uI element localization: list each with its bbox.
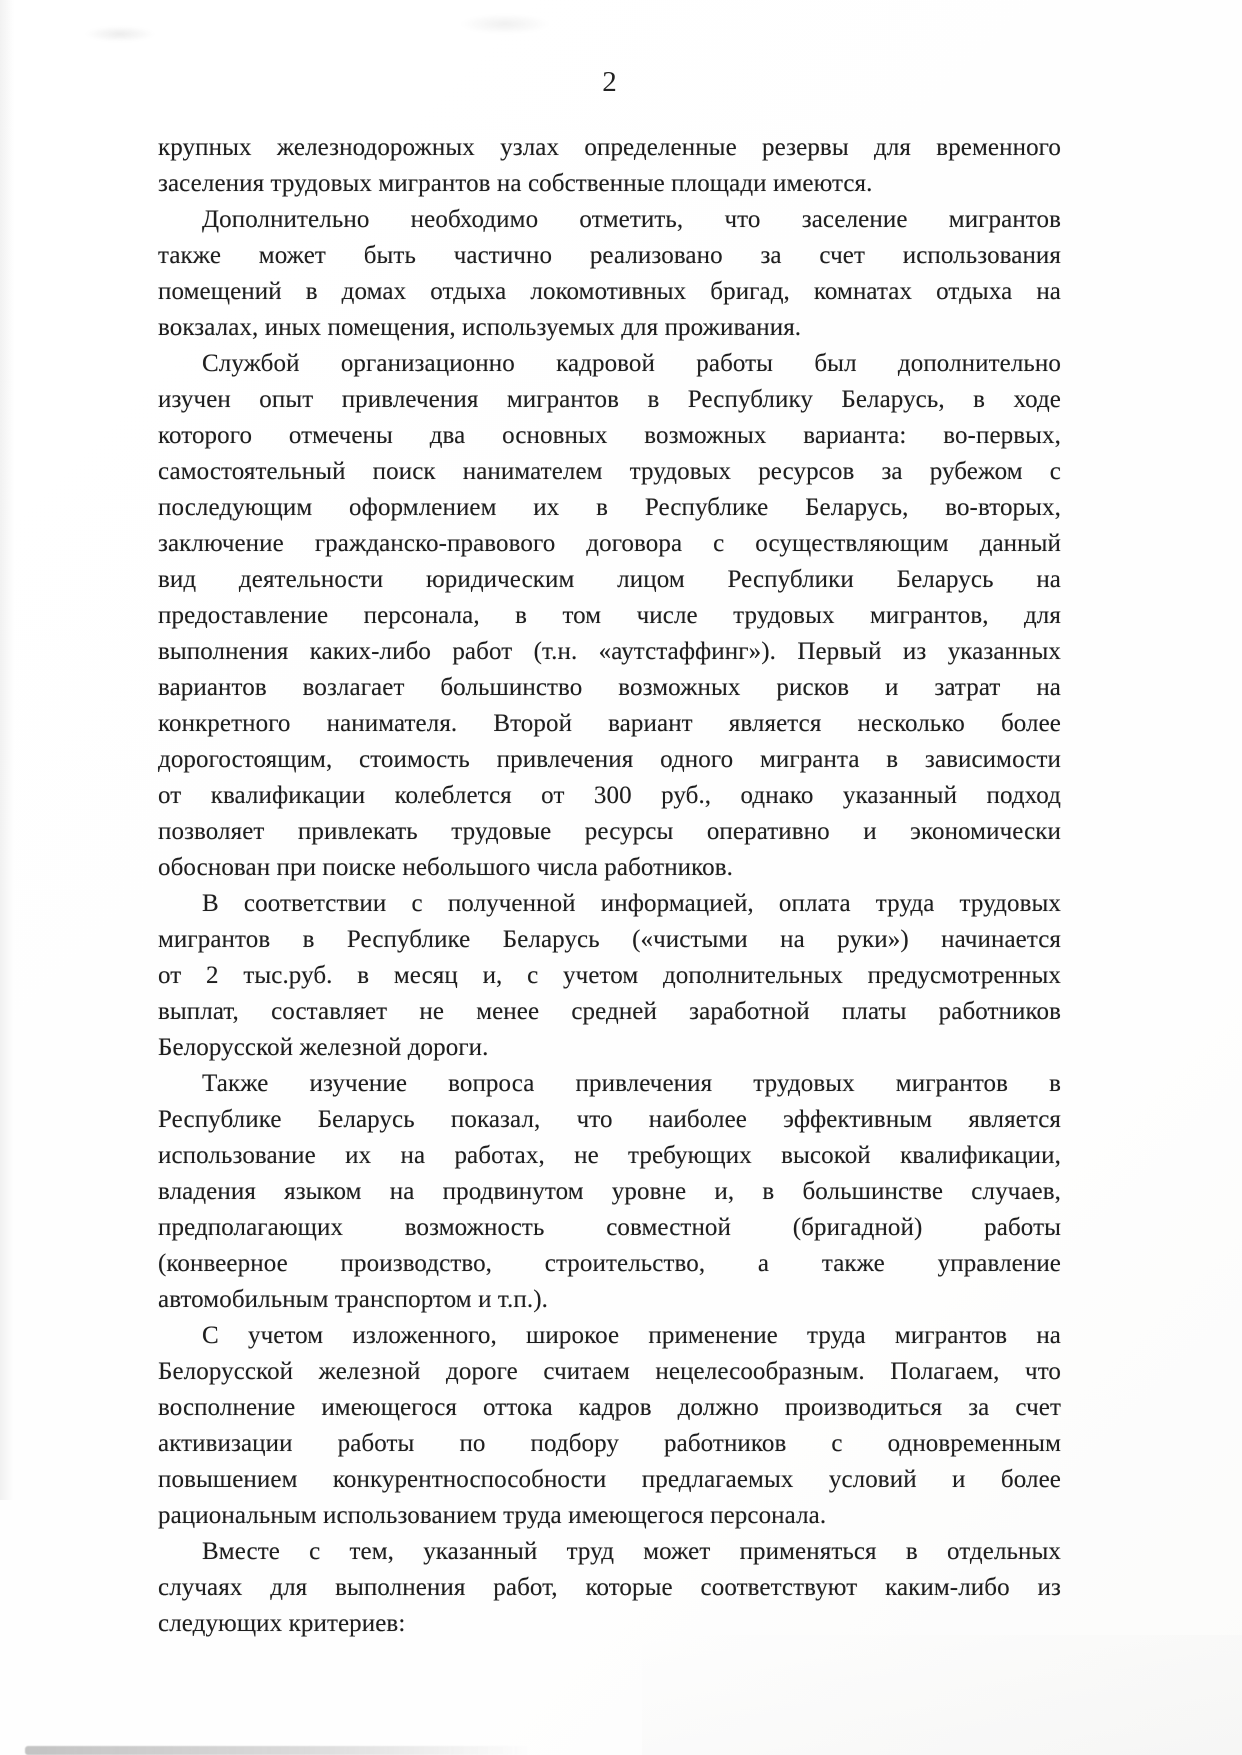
text-line: конкретного нанимателя. Второй вариант является несколько более bbox=[158, 710, 1061, 737]
text-line: Республике Беларусь показал, что наиболее эффективным является bbox=[158, 1106, 1061, 1133]
text-line: выполнения каких-либо работ (т.н. «аутстаффинг»). Первый из указанных bbox=[158, 638, 1061, 665]
text-line: Службой организационно кадровой работы был дополнительно bbox=[202, 350, 1061, 377]
text-line: от квалификации колеблется от 300 руб., однако указанный подход bbox=[158, 782, 1061, 809]
text-line: активизации работы по подбору работников с одновременным bbox=[158, 1430, 1061, 1457]
text-line: использование их на работах, не требующих высокой квалификации, bbox=[158, 1142, 1061, 1169]
text-line: мигрантов в Республике Беларусь («чистыми на руки») начинается bbox=[158, 926, 1061, 953]
text-line: (конвеерное производство, строительство, а также управление bbox=[158, 1250, 1061, 1277]
text-line: последующим оформлением их в Республике Беларусь, во-вторых, bbox=[158, 494, 1061, 521]
text-line: вид деятельности юридическим лицом Республики Беларусь на bbox=[158, 566, 1061, 593]
scan-artifact-corner-tone bbox=[642, 1635, 1242, 1755]
paragraph bbox=[158, 1318, 1061, 1534]
scan-artifact-bottom-smudge bbox=[25, 1746, 530, 1755]
text-line: обоснован при поиске небольшого числа работников. bbox=[158, 854, 733, 881]
text-line: В соответствии с полученной информацией, оплата труда трудовых bbox=[202, 890, 1061, 917]
page-number: 2 bbox=[602, 66, 617, 98]
text-line: вокзалах, иных помещения, используемых для проживания. bbox=[158, 314, 802, 341]
text-line: предполагающих возможность совместной (бригадной) работы bbox=[158, 1214, 1061, 1241]
text-line: следующих критериев: bbox=[158, 1610, 406, 1637]
text-line: Также изучение вопроса привлечения трудовых мигрантов в bbox=[202, 1070, 1061, 1097]
text-line: автомобильным транспортом и т.п.). bbox=[158, 1286, 549, 1313]
scan-artifact-top-smudge bbox=[85, 26, 155, 42]
paragraph bbox=[158, 346, 1061, 886]
text-line: рациональным использованием труда имеющегося персонала. bbox=[158, 1502, 827, 1529]
scan-artifact-top-smudge bbox=[460, 14, 550, 34]
text-line: дорогостоящим, стоимость привлечения одного мигранта в зависимости bbox=[158, 746, 1061, 773]
text-line: владения языком на продвинутом уровне и, в большинстве случаев, bbox=[158, 1178, 1061, 1205]
text-line: крупных железнодорожных узлах определенные резервы для временного bbox=[158, 134, 1061, 161]
text-line: повышением конкурентноспособности предлагаемых условий и более bbox=[158, 1466, 1061, 1493]
text-line: случаях для выполнения работ, которые соответствуют каким-либо из bbox=[158, 1574, 1061, 1601]
document-body bbox=[158, 130, 1061, 1642]
text-line: Дополнительно необходимо отметить, что заселение мигрантов bbox=[202, 206, 1061, 233]
text-line: которого отмечены два основных возможных варианта: во-первых, bbox=[158, 422, 1061, 449]
text-line: С учетом изложенного, широкое применение труда мигрантов на bbox=[202, 1322, 1061, 1349]
paragraph bbox=[158, 886, 1061, 1066]
text-line: заселения трудовых мигрантов на собственные площади имеются. bbox=[158, 170, 873, 197]
text-line: Белорусской железной дороге считаем нецелесообразным. Полагаем, что bbox=[158, 1358, 1061, 1385]
text-line: от 2 тыс.руб. в месяц и, с учетом дополнительных предусмотренных bbox=[158, 962, 1061, 989]
paragraph bbox=[158, 130, 1061, 202]
text-line: восполнение имеющегося оттока кадров должно производиться за счет bbox=[158, 1394, 1061, 1421]
text-line: самостоятельный поиск нанимателем трудовых ресурсов за рубежом с bbox=[158, 458, 1061, 485]
paragraph bbox=[158, 1066, 1061, 1318]
text-line: предоставление персонала, в том числе трудовых мигрантов, для bbox=[158, 602, 1061, 629]
text-line: изучен опыт привлечения мигрантов в Республику Беларусь, в ходе bbox=[158, 386, 1061, 413]
text-line: заключение гражданско-правового договора с осуществляющим данный bbox=[158, 530, 1061, 557]
text-line: также может быть частично реализовано за счет использования bbox=[158, 242, 1061, 269]
scan-artifact-left-edge bbox=[0, 0, 14, 1500]
text-line: выплат, составляет не менее средней заработной платы работников bbox=[158, 998, 1061, 1025]
paragraph bbox=[158, 1534, 1061, 1642]
text-line: позволяет привлекать трудовые ресурсы оперативно и экономически bbox=[158, 818, 1061, 845]
paragraph bbox=[158, 202, 1061, 346]
text-line: вариантов возлагает большинство возможных рисков и затрат на bbox=[158, 674, 1061, 701]
text-line: помещений в домах отдыха локомотивных бригад, комнатах отдыха на bbox=[158, 278, 1061, 305]
text-line: Вместе с тем, указанный труд может применяться в отдельных bbox=[202, 1538, 1061, 1565]
text-line: Белорусской железной дороги. bbox=[158, 1034, 489, 1061]
